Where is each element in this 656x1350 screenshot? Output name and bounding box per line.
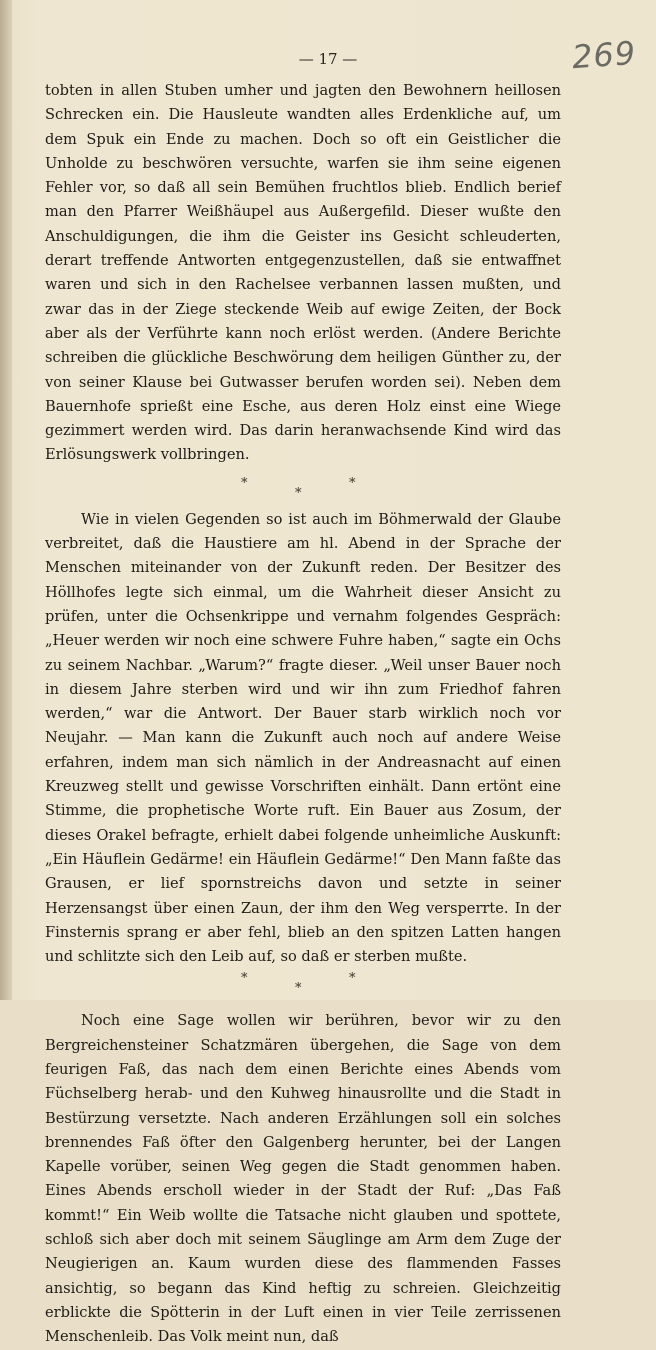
separator-star: * [241, 475, 248, 491]
paragraph-2: Wie in vielen Gegenden so ist auch im Böhmerwald der Glaube verbreitet, daß die Haustiere am hl. Abend in der Sprache der Menschen miteinander von der Zukunft reden. Der Besitzer des Höllhofes legte sich einmal, um die Wahrheit dieser Ansicht zu prüfen, unter die Ochsenkrippe und vernahm folgendes Gespräch: „Heuer werden wir noch eine schwere Fuhre haben,“ sagte ein Ochs zu seinem Nachbar. „Warum?“ fragte dieser. „Weil unser Bauer noch in diesem Jahre sterben wird und wir ihn zum Friedhof fahren werden,“ war die Antwort. Der Bauer starb wirklich noch vor Neujahr. — Man kann die Zukunft auch noch auf andere Weise erfahren, indem man sich nämlich in der Andreasnacht auf einen Kreuzweg stellt und gewisse Vorschriften einhält. Dann ertönt eine Stimme, die prophetische Worte ruft. Ein Bauer aus Zosum, der dieses Orakel befragte, erhielt dabei folgende unheimliche Auskunft: „Ein Häuflein Gedärme! ein Häuflein Gedärme!“ Den Mann faßte das Grausen, er lief spornstreichs davon und setzte in seiner Herzensangst über einen Zaun, der ihm den Weg versperrte. In der Finsternis sprang er aber fehl, blieb an den spitzen Latten hangen und schlitzte sich den Leib auf, so daß er sterben mußte. [45, 510, 561, 966]
body-text [45, 79, 561, 1350]
handwritten-folio-number: 269 [570, 33, 638, 77]
separator-star: * [349, 971, 356, 987]
page-header: — 17 — [298, 50, 358, 68]
page-spine-shadow [0, 0, 12, 1000]
section-separator-1 [45, 468, 561, 508]
paragraph-3: Noch eine Sage wollen wir berühren, bevor wir zu den Bergreichensteiner Schatzmären übergehen, die Sage von dem feurigen Faß, das nach dem einen Berichte eines Abends vom Füchselberg herab- und den Kuhweg hinausrollte und die Stadt in Bestürzung versetzte. Nach anderen Erzählungen soll ein solches brennendes Faß öfter den Galgenberg herunter, bei der Langen Kapelle vorüber, seinen Weg gegen die Stadt genommen haben. Eines Abends erscholl wieder in der Stadt der Ruf: „Das Faß kommt!“ Ein Weib wollte die Tatsache nicht glauben und spottete, schloß sich aber doch mit seinem Säuglinge am Arm dem Zuge der Neugierigen an. Kaum wurden diese des flammenden Fasses ansichtig, so begann das Kind heftig zu schreien. Gleichzeitig erblickte die Spötterin in der Luft einen in vier Teile zerrissenen Menschenleib. Das Volk meint nun, daß [45, 1012, 561, 1346]
separator-star: * [295, 981, 302, 997]
separator-star: * [295, 485, 302, 501]
separator-star: * [349, 475, 356, 491]
paragraph-1: tobten in allen Stuben umher und jagten den Bewohnern heillosen Schrecken ein. Die Hausleute wandten alles Erdenkliche auf, um dem Spuk ein Ende zu machen. Doch so oft ein Geistlicher die Unholde zu beschwören versuchte, warfen sie ihm seine eigenen Fehler vor, so daß all sein Bemühen fruchtlos blieb. Endlich berief man den Pfarrer Weißhäupel aus Außergefild. Dieser wußte den Anschuldigungen, die ihm die Geister ins Gesicht schleuderten, derart treffende Antworten entgegenzustellen, daß sie entwaffnet waren und sich in den Rachelsee verbannen lassen mußten, und zwar das in der Ziege steckende Weib auf ewige Zeiten, der Bock aber als der Verführte kann noch erlöst werden. (Andere Berichte schreiben die glückliche Beschwörung dem heiligen Günther zu, der von seiner Klause bei Gutwasser berufen worden sei). Neben dem Bauernhofe sprießt eine Esche, aus deren Holz einst eine Wiege gezimmert werden wird. Das darin heranwachsende Kind wird das Erlösungswerk vollbringen. [45, 82, 561, 464]
separator-star: * [241, 971, 248, 987]
section-separator-2 [45, 969, 561, 1009]
